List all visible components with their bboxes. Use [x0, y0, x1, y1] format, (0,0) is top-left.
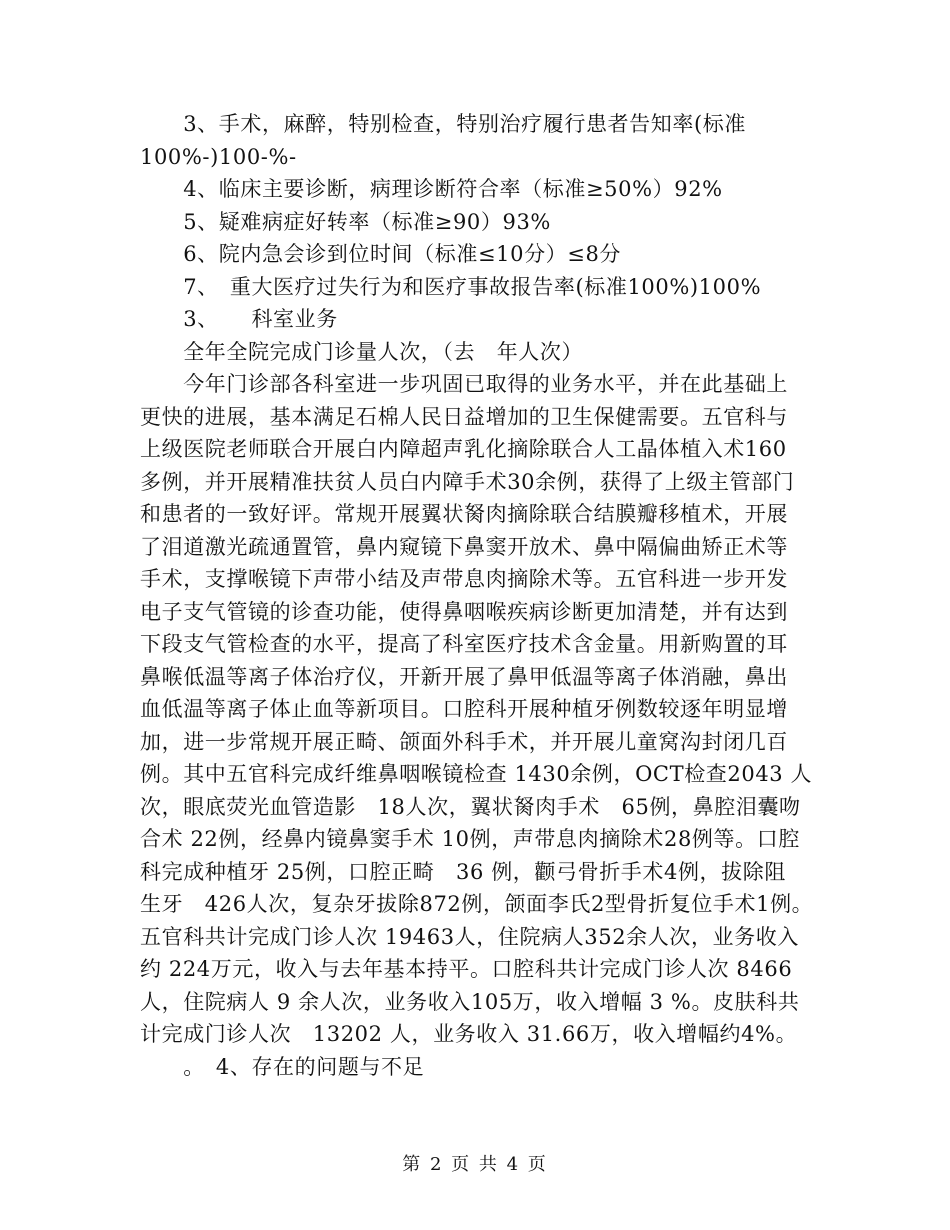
text-line: 加，进一步常规开展正畸、颌面外科手术，并开展儿童窝沟封闭几百: [140, 730, 788, 754]
text-line: 上级医院老师联合开展白内障超声乳化摘除联合人工晶体植入术160: [140, 437, 787, 461]
text-line: 更快的进展，基本满足石棉人民日益增加的卫生保健需要。五官科与: [140, 405, 788, 429]
text-line: 人，住院病人 9 余人次，业务收入105万，收入增幅 3 %。皮肤科共: [140, 990, 800, 1014]
text-line: 约 224万元，收入与去年基本持平。口腔科共计完成门诊人次 8466: [140, 957, 793, 981]
text-line: 合术 22例，经鼻内镜鼻窦手术 10例，声带息肉摘除术28例等。口腔: [140, 827, 800, 851]
text-line: 五官科共计完成门诊人次 19463人，住院病人352余人次，业务收入: [140, 925, 799, 949]
text-line: 血低温等离子体止血等新项目。口腔科开展种植牙例数较逐年明显增: [140, 697, 788, 721]
page-number-footer: 第 2 页 共 4 页: [402, 1154, 548, 1175]
text-line: 科完成种植牙 25例，口腔正畸 36 例，颧弓骨折手术4例，拔除阻: [140, 860, 786, 884]
text-line: 全年全院完成门诊量人次，（去 年人次）: [140, 340, 584, 364]
text-line: 多例，并开展精准扶贫人员白内障手术30余例，获得了上级主管部门: [140, 470, 795, 494]
text-line: 计完成门诊人次 13202 人，业务收入 31.66万，收入增幅约4%。: [140, 1022, 798, 1046]
section-heading: 。 4、存在的问题与不足: [140, 1055, 425, 1079]
text-line: 和患者的一致好评。常规开展翼状胬肉摘除联合结膜瓣移植术，开展: [140, 502, 788, 526]
text-line: 鼻喉低温等离子体治疗仪，开新开展了鼻甲低温等离子体消融，鼻出: [140, 665, 788, 689]
text-line: 次，眼底荧光血管造影 18人次，翼状胬肉手术 65例，鼻腔泪囊吻: [140, 795, 801, 819]
text-line: 今年门诊部各科室进一步巩固已取得的业务水平，并在此基础上: [140, 372, 788, 396]
text-line: 3、手术，麻醉，特别检查，特别治疗履行患者告知率(标准: [140, 112, 746, 136]
text-line: 手术，支撑喉镜下声带小结及声带息肉摘除术等。五官科进一步开发: [140, 567, 788, 591]
section-heading: 3、 科室业务: [140, 307, 338, 331]
text-line: 生牙 426人次，复杂牙拔除872例，颌面李氏2型骨折复位手术1例。: [140, 892, 814, 916]
text-line: 了泪道激光疏通置管，鼻内窥镜下鼻窦开放术、鼻中隔偏曲矫正术等: [140, 535, 788, 559]
text-line: 6、院内急会诊到位时间（标准≤10分）≤8分: [140, 242, 622, 266]
text-line: 4、临床主要诊断，病理诊断符合率（标准≥50%）92%: [140, 177, 723, 201]
text-line: 5、疑难病症好转率（标准≥90）93%: [140, 210, 551, 234]
text-line: 例。其中五官科完成纤维鼻咽喉镜检查 1430余例，OCT检查2043 人: [140, 762, 813, 786]
text-line: 下段支气管检查的水平，提高了科室医疗技术含金量。用新购置的耳: [140, 632, 788, 656]
text-line: 电子支气管镜的诊查功能，使得鼻咽喉疾病诊断更加清楚，并有达到: [140, 600, 788, 624]
text-line: 7、 重大医疗过失行为和医疗事故报告率(标准100%)100%: [140, 275, 762, 299]
text-line: 100%-)100-%-: [140, 145, 297, 169]
